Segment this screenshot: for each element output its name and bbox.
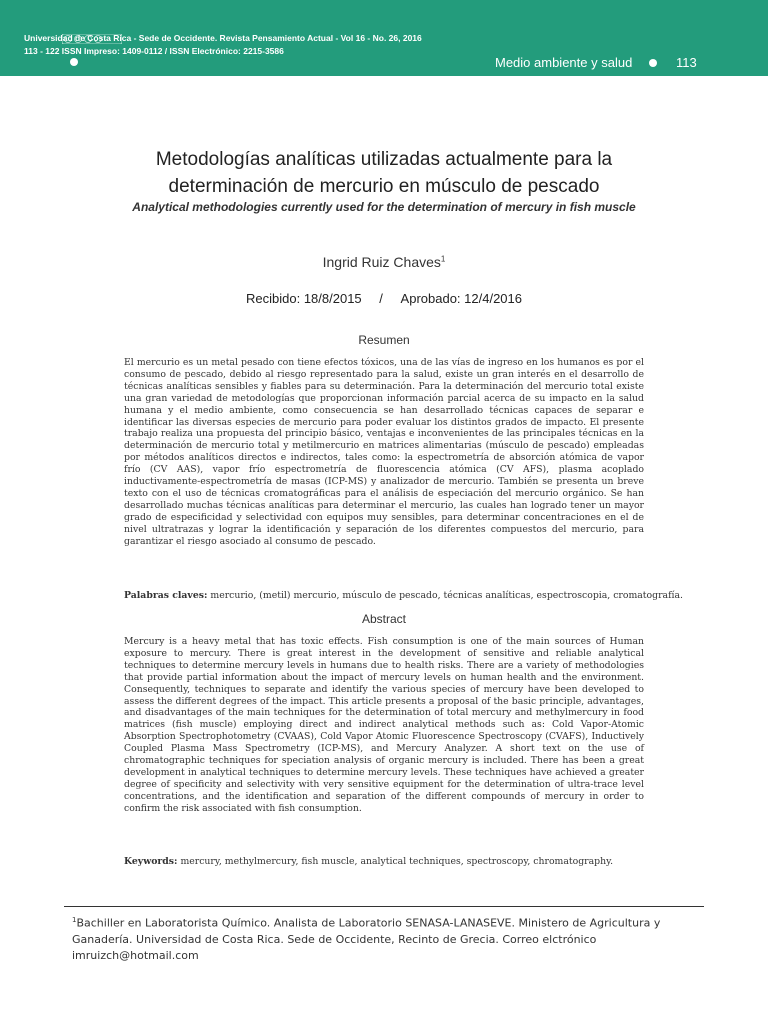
footnote: [72, 912, 672, 964]
keywords-es: mercurio, (metil) mercurio, músculo de pescado, técnicas analíticas, espectroscopia, cromatografía.: [210, 590, 683, 601]
dates-line: [60, 291, 708, 306]
keywords-en: mercury, methylmercury, fish muscle, analytical techniques, spectroscopy, chromatography.: [180, 856, 614, 867]
journal-line-1: Universidad de Costa Rica - Sede de Occidente. Revista Pensamiento Actual - Vol 16 - No. 26, 2016: [24, 33, 422, 43]
resumen-heading: Resumen: [358, 333, 410, 347]
resumen-keywords: [124, 590, 704, 602]
article-title: [60, 146, 708, 200]
author-name: [60, 254, 708, 270]
bullet-icon: [70, 58, 78, 66]
author-text: Ingrid Ruiz Chaves: [322, 254, 441, 270]
bullet-icon: [649, 59, 657, 67]
footnote-mark: 1: [72, 916, 77, 924]
keywords-label-en: Keywords:: [124, 856, 178, 867]
received-date: Recibido: 18/8/2015: [246, 291, 362, 306]
title-line-1: Metodologías analíticas utilizadas actualmente para la: [155, 149, 613, 170]
keywords-label-es: Palabras claves:: [124, 590, 208, 601]
page-number: 113: [676, 55, 697, 70]
abstract-keywords: [124, 856, 704, 868]
abstract-heading: Abstract: [361, 612, 406, 626]
license-badge-icon: [62, 34, 122, 44]
footnote-divider: [64, 906, 704, 907]
title-line-2: determinación de mercurio en músculo de pescado: [168, 176, 600, 197]
date-separator: /: [379, 291, 383, 306]
author-footnote-mark: 1: [440, 254, 446, 264]
article-subtitle: Analytical methodologies currently used for the determination of mercury in fish muscle: [132, 200, 636, 214]
section-name: Medio ambiente y salud: [495, 55, 633, 70]
resumen-text: El mercurio es un metal pesado con tiene efectos tóxicos, una de las vías de ingreso en los humanos es por el consumo de pescado, debido al riesgo representado para la salud, existe un gran interés en el desarrollo de técnicas analíticas sensibles y fiables para su determinación. Para la determinación del mercurio total existe una gran variedad de metodologías que proporcionan información parcial acerca de su impacto en la salud humana y el medio ambiente, como consecuencia se han desarrollado técnicas capaces de separar e identificar las diversas especies de mercurio para poder evaluar los distintos grados de impacto. El presente trabajo realiza una propuesta del principio básico, ventajas e inconvenientes de las principales técnicas en la determinación de mercurio total y metilmercurio en matrices alimentarias (músculo de pescado) empleadas por métodos analíticos directos e indirectos, tales como: la espectrometría de absorción atómica de vapor frío (CV AAS), vapor frío espectrometría de fluorescencia atómica (CV AFS), plasma acoplado inductivamente-espectrometría de masas (ICP-MS) y analizador de mercurio. También se presenta un breve texto con el uso de técnicas cromatográficas para el análisis de especiación del mercurio orgánico. Se han desarrollado muchas técnicas analíticas para determinar el mercurio, las cuales han logrado tener un mayor grado de especificidad y selectividad con equipos muy sensibles, para determinar concentraciones en el de nivel ultratrazas y lograr la identificación y separación de los diferentes compuestos del mercurio, para garantizar el riesgo asociado al consumo de pescado.: [124, 357, 644, 547]
footnote-text: Bachiller en Laboratorista Químico. Analista de Laboratorio SENASA-LANASEVE. Ministero de Agricultura y Ganadería. Universidad de Costa Rica. Sede de Occidente, Recinto de Grecia. Correo elctrónico imruizch@hotmail.com: [72, 916, 661, 962]
journal-line-2: 113 - 122 ISSN Impreso: 1409-0112 / ISSN Electrónico: 2215-3586: [24, 46, 284, 56]
abstract-text: Mercury is a heavy metal that has toxic effects. Fish consumption is one of the main sources of Human exposure to mercury. There is great interest in the development of sensitive and reliable analytical techniques to determine mercury levels in humans due to health risks. There are a variety of methodologies that provide partial information about the impact of mercury levels on human health and the environment. Consequently, techniques to separate and identify the various species of mercury have been developed to assess the different degrees of the impact. This article presents a proposal of the basic principle, advantages, and disadvantages of the main techniques for the determination of total mercury and methylmercury in food matrices (fish muscle) employing direct and indirect analytical methods such as: Cold Vapor-Atomic Absorption Spectrophotometry (CVAAS), Cold Vapor Atomic Fluorescence Spectroscopy (CVAFS), Inductively Coupled Plasma Mass Spectrometry (ICP-MS), and Mercury Analyzer. A short text on the use of chromatographic techniques for speciation analysis of organic mercury is included. There has been a great development in analytical techniques to determine mercury levels. These techniques have achieved a greater degree of specificity and selectivity with very sensitive equipment for the determination of ultra-trace level concentrations, and the identification and separation of the different compounds of mercury in order to confirm the risk associated with fish consumption.: [124, 636, 644, 814]
approved-date: Aprobado: 12/4/2016: [400, 291, 522, 306]
